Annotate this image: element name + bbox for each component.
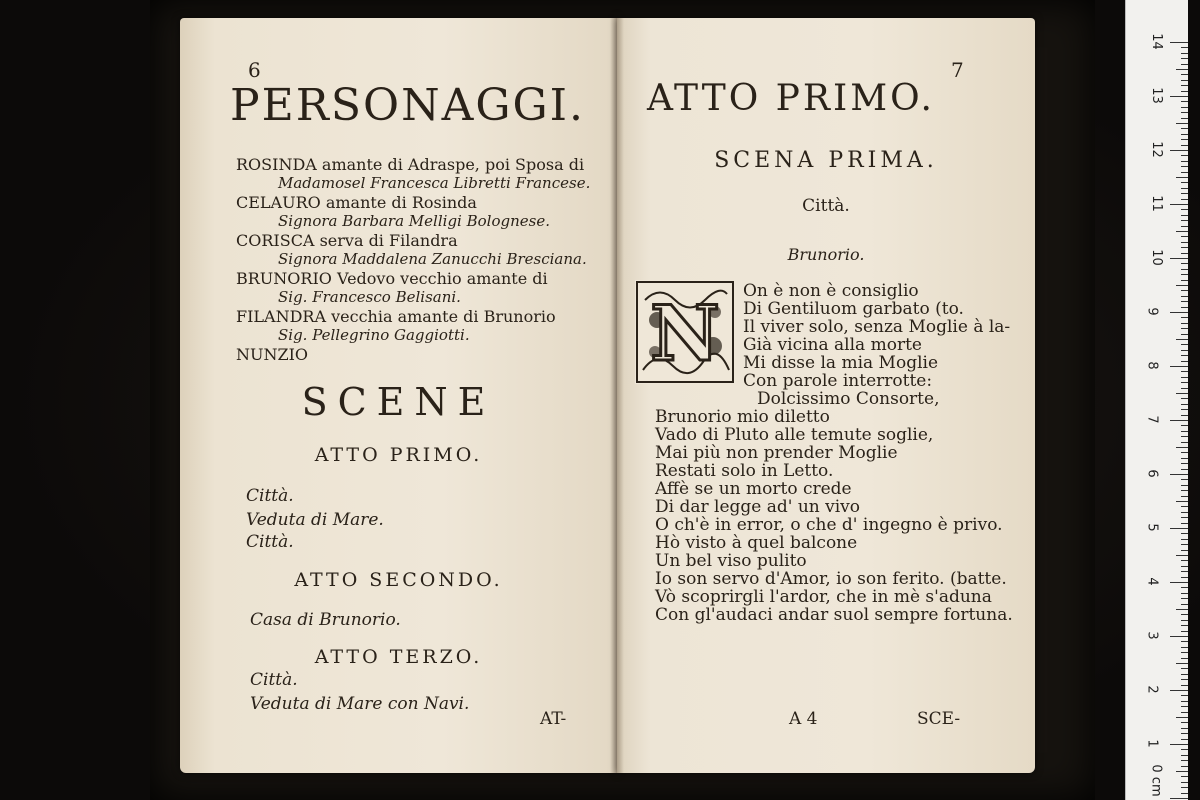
- ruler-tick: [1170, 366, 1188, 367]
- ruler-tick: [1181, 749, 1188, 750]
- ruler-tick: [1181, 118, 1188, 119]
- verse-line: Dolcissimo Consorte,: [757, 389, 940, 409]
- ruler-tick: [1176, 231, 1188, 232]
- ruler-tick: [1181, 442, 1188, 443]
- ruler-number: 2: [1144, 685, 1160, 694]
- ruler-number: 1: [1144, 739, 1160, 748]
- ruler-tick: [1181, 112, 1188, 113]
- scene-setting: Casa di Brunorio.: [250, 610, 401, 630]
- ruler-tick: [1181, 431, 1188, 432]
- verse-line: Brunorio mio diletto: [655, 407, 830, 427]
- ruler-tick: [1181, 296, 1188, 297]
- ruler-tick: [1181, 479, 1188, 480]
- ruler-tick: [1181, 301, 1188, 302]
- ruler-tick: [1181, 701, 1188, 702]
- verse-line: Con parole interrotte:: [743, 371, 933, 391]
- ruler-tick: [1181, 787, 1188, 788]
- ruler-tick: [1181, 593, 1188, 594]
- scene-setting: Città.: [246, 532, 294, 552]
- ruler-tick: [1170, 582, 1188, 583]
- ruler-tick: [1170, 150, 1188, 151]
- ruler-number: 4: [1144, 577, 1160, 586]
- ruler-tick: [1181, 550, 1188, 551]
- ruler-tick: [1181, 668, 1188, 669]
- cast-role: ROSINDA amante di Adraspe, poi Sposa di: [236, 155, 585, 174]
- act-heading: ATTO SECONDO.: [294, 569, 503, 591]
- floral-initial-icon: [635, 280, 735, 384]
- ruler-tick: [1181, 458, 1188, 459]
- ruler-tick: [1181, 506, 1188, 507]
- catchword: SCE-: [917, 709, 961, 729]
- cast-role: FILANDRA vecchia amante di Brunorio: [236, 307, 556, 326]
- ruler-tick: [1181, 236, 1188, 237]
- ruler-tick: [1181, 415, 1188, 416]
- ruler-tick: [1170, 96, 1188, 97]
- ruler-tick: [1181, 290, 1188, 291]
- ruler-tick: [1181, 560, 1188, 561]
- ruler-tick: [1181, 496, 1188, 497]
- verse-line: Con gl'audaci andar suol sempre fortuna.: [655, 605, 1013, 625]
- ruler-tick: [1181, 280, 1188, 281]
- ruler-tick: [1176, 555, 1188, 556]
- ruler-tick: [1181, 58, 1188, 59]
- ruler-tick: [1181, 566, 1188, 567]
- ruler-tick: [1181, 350, 1188, 351]
- dropcap-ornament: [635, 280, 735, 384]
- cast-actor: Sig. Pellegrino Gaggiotti.: [278, 326, 470, 344]
- ruler-tick: [1181, 776, 1188, 777]
- catchword: AT-: [540, 709, 567, 729]
- ruler-tick: [1176, 177, 1188, 178]
- ruler-number: 8: [1144, 361, 1160, 370]
- ruler-tick: [1181, 722, 1188, 723]
- cast-role: BRUNORIO Vedovo vecchio amante di: [236, 269, 548, 288]
- ruler-tick: [1170, 636, 1188, 637]
- dropcap-letter: N: [650, 289, 720, 378]
- ruler-tick: [1181, 139, 1188, 140]
- ruler-tick: [1176, 771, 1188, 772]
- ruler-number: 14: [1148, 33, 1164, 50]
- ruler-tick: [1170, 258, 1188, 259]
- ruler-tick: [1181, 517, 1188, 518]
- ruler-tick: [1181, 625, 1188, 626]
- ruler-tick: [1181, 641, 1188, 642]
- ruler-number: 3: [1144, 631, 1160, 640]
- scenes-title: SCENE: [301, 380, 496, 424]
- ruler-unit: 0 cm: [1148, 764, 1164, 797]
- ruler-tick: [1181, 485, 1188, 486]
- left-page-number: 6: [248, 58, 261, 82]
- ruler-tick: [1181, 355, 1188, 356]
- ruler-number: 12: [1148, 141, 1164, 158]
- verse-line: Affè se un morto crede: [655, 479, 852, 499]
- ruler-tick: [1176, 69, 1188, 70]
- ruler-tick: [1181, 674, 1188, 675]
- verse-line: Il viver solo, senza Moglie à la-: [743, 317, 1011, 337]
- ruler-tick: [1181, 685, 1188, 686]
- ruler-tick: [1181, 101, 1188, 102]
- ruler-tick: [1181, 425, 1188, 426]
- speaker-name: Brunorio.: [787, 245, 865, 264]
- scene-setting: Veduta di Mare.: [246, 510, 384, 530]
- ruler-tick: [1181, 47, 1188, 48]
- act-heading: ATTO PRIMO.: [314, 444, 483, 466]
- ruler-tick: [1181, 766, 1188, 767]
- ruler-tick: [1181, 64, 1188, 65]
- ruler-tick: [1181, 404, 1188, 405]
- ruler-tick: [1181, 647, 1188, 648]
- ruler-tick: [1181, 679, 1188, 680]
- ruler-tick: [1181, 614, 1188, 615]
- act-title: ATTO PRIMO.: [647, 78, 935, 119]
- cast-actor: Sig. Francesco Belisani.: [278, 288, 461, 306]
- ruler-tick: [1181, 193, 1188, 194]
- ruler-tick: [1181, 733, 1188, 734]
- ruler-tick: [1181, 209, 1188, 210]
- ruler-tick: [1181, 199, 1188, 200]
- ruler-tick: [1181, 226, 1188, 227]
- ruler-tick: [1181, 253, 1188, 254]
- ruler-tick: [1181, 247, 1188, 248]
- ruler-tick: [1181, 571, 1188, 572]
- ruler-tick: [1181, 134, 1188, 135]
- ruler-tick: [1181, 91, 1188, 92]
- ruler-tick: [1170, 690, 1188, 691]
- ruler-tick: [1181, 469, 1188, 470]
- scene-title: SCENA PRIMA.: [714, 148, 938, 173]
- ruler-tick: [1176, 609, 1188, 610]
- ruler-tick: [1176, 717, 1188, 718]
- ruler-tick: [1181, 85, 1188, 86]
- ruler-tick: [1181, 739, 1188, 740]
- ruler-tick: [1176, 285, 1188, 286]
- ruler-tick: [1181, 523, 1188, 524]
- ruler-number: 10: [1148, 249, 1164, 266]
- ruler-tick: [1181, 695, 1188, 696]
- ruler-tick: [1181, 107, 1188, 108]
- ruler-tick: [1181, 631, 1188, 632]
- ruler-tick: [1170, 312, 1188, 313]
- ruler-tick: [1181, 172, 1188, 173]
- ruler-tick: [1170, 42, 1188, 43]
- verse-line: Di dar legge ad' un vivo: [655, 497, 861, 517]
- verse-line: Restati solo in Letto.: [655, 461, 834, 481]
- ruler-tick: [1181, 242, 1188, 243]
- ruler-tick: [1181, 53, 1188, 54]
- ruler-tick: [1176, 123, 1188, 124]
- ruler-number: 5: [1144, 523, 1160, 532]
- ruler-tick: [1181, 533, 1188, 534]
- signature-mark: A 4: [789, 709, 818, 729]
- ruler-tick: [1176, 501, 1188, 502]
- verse-line: Mai più non prender Moglie: [655, 443, 898, 463]
- ruler-tick: [1181, 80, 1188, 81]
- ruler-tick: [1181, 128, 1188, 129]
- verse-line: On è non è consiglio: [743, 281, 919, 301]
- ruler-tick: [1181, 215, 1188, 216]
- ruler-tick: [1181, 706, 1188, 707]
- ruler-tick: [1181, 344, 1188, 345]
- ruler-tick: [1181, 161, 1188, 162]
- ruler-tick: [1176, 663, 1188, 664]
- ruler-number: 9: [1144, 307, 1160, 316]
- ruler-number: 11: [1148, 195, 1164, 212]
- left-page: [180, 18, 617, 773]
- ruler-tick: [1181, 620, 1188, 621]
- verse-line: Un bel viso pulito: [655, 551, 807, 571]
- ruler-number: 6: [1144, 469, 1160, 478]
- cast-role: CELAURO amante di Rosinda: [236, 193, 477, 212]
- ruler-tick: [1181, 409, 1188, 410]
- verse-line: Di Gentiluom garbato (to.: [743, 299, 964, 319]
- ruler-tick: [1181, 188, 1188, 189]
- ruler-tick: [1176, 393, 1188, 394]
- cast-role: NUNZIO: [236, 345, 309, 364]
- ruler-tick: [1181, 269, 1188, 270]
- ruler-tick: [1181, 145, 1188, 146]
- ruler-tick: [1170, 420, 1188, 421]
- ruler-tick: [1181, 755, 1188, 756]
- personaggi-title: PERSONAGGI.: [230, 80, 586, 131]
- ruler-tick: [1181, 307, 1188, 308]
- cast-actor: Signora Barbara Melligi Bolognese.: [278, 212, 550, 230]
- scene-setting: Città.: [802, 196, 850, 216]
- ruler-tick: [1181, 398, 1188, 399]
- ruler-tick: [1170, 528, 1188, 529]
- ruler-tick: [1181, 317, 1188, 318]
- cast-role: CORISCA serva di Filandra: [236, 231, 458, 250]
- ruler-tick: [1181, 712, 1188, 713]
- verse-line: Vado di Pluto alle temute soglie,: [655, 425, 934, 445]
- ruler-tick: [1181, 323, 1188, 324]
- measuring-ruler: [1125, 0, 1188, 800]
- ruler-tick: [1181, 652, 1188, 653]
- ruler-tick: [1181, 220, 1188, 221]
- ruler-number: 7: [1144, 415, 1160, 424]
- scene-setting: Veduta di Mare con Navi.: [250, 694, 470, 714]
- ruler-tick: [1181, 760, 1188, 761]
- ruler-tick: [1181, 539, 1188, 540]
- ruler-tick: [1181, 598, 1188, 599]
- ruler-tick: [1181, 274, 1188, 275]
- ruler-tick: [1181, 371, 1188, 372]
- right-page-number: 7: [951, 58, 964, 82]
- ruler-tick: [1170, 204, 1188, 205]
- ruler-tick: [1181, 512, 1188, 513]
- book-gutter: [610, 18, 624, 773]
- ruler-tick: [1181, 782, 1188, 783]
- ruler-tick: [1181, 166, 1188, 167]
- ruler-tick: [1181, 388, 1188, 389]
- ruler-tick: [1181, 155, 1188, 156]
- verse-line: Io son servo d'Amor, io son ferito. (batte.: [655, 569, 1007, 589]
- verse-line: Hò visto à quel balcone: [655, 533, 858, 553]
- ruler-tick: [1181, 658, 1188, 659]
- ruler-tick: [1170, 798, 1188, 799]
- verse-line: Mi disse la mia Moglie: [743, 353, 939, 373]
- ruler-tick: [1181, 544, 1188, 545]
- ruler-tick: [1181, 328, 1188, 329]
- ruler-tick: [1181, 334, 1188, 335]
- ruler-tick: [1181, 361, 1188, 362]
- ruler-number: 13: [1148, 87, 1164, 104]
- ruler-tick: [1170, 744, 1188, 745]
- ruler-tick: [1181, 74, 1188, 75]
- right-page: [617, 18, 1035, 773]
- ruler-tick: [1181, 436, 1188, 437]
- scene-setting: Città.: [246, 486, 294, 506]
- ruler-tick: [1181, 793, 1188, 794]
- ruler-tick: [1181, 728, 1188, 729]
- cast-actor: Signora Maddalena Zanucchi Bresciana.: [278, 250, 587, 268]
- act-heading: ATTO TERZO.: [314, 646, 483, 668]
- ruler-tick: [1181, 490, 1188, 491]
- ruler-tick: [1181, 463, 1188, 464]
- cast-actor: Madamosel Francesca Libretti Francese.: [278, 174, 591, 192]
- verse-line: Già vicina alla morte: [743, 335, 922, 355]
- ruler-tick: [1176, 447, 1188, 448]
- ruler-tick: [1181, 577, 1188, 578]
- scene-setting: Città.: [250, 670, 298, 690]
- ruler-tick: [1181, 182, 1188, 183]
- ruler-tick: [1176, 339, 1188, 340]
- ruler-tick: [1181, 452, 1188, 453]
- ruler-tick: [1181, 587, 1188, 588]
- ruler-tick: [1170, 474, 1188, 475]
- ruler-tick: [1181, 382, 1188, 383]
- verse-line: Vò scoprirgli l'ardor, che in mè s'aduna: [655, 587, 992, 607]
- ruler-tick: [1181, 263, 1188, 264]
- ruler-tick: [1181, 604, 1188, 605]
- verse-line: O ch'è in error, o che d' ingegno è privo.: [655, 515, 1003, 535]
- ruler-tick: [1181, 377, 1188, 378]
